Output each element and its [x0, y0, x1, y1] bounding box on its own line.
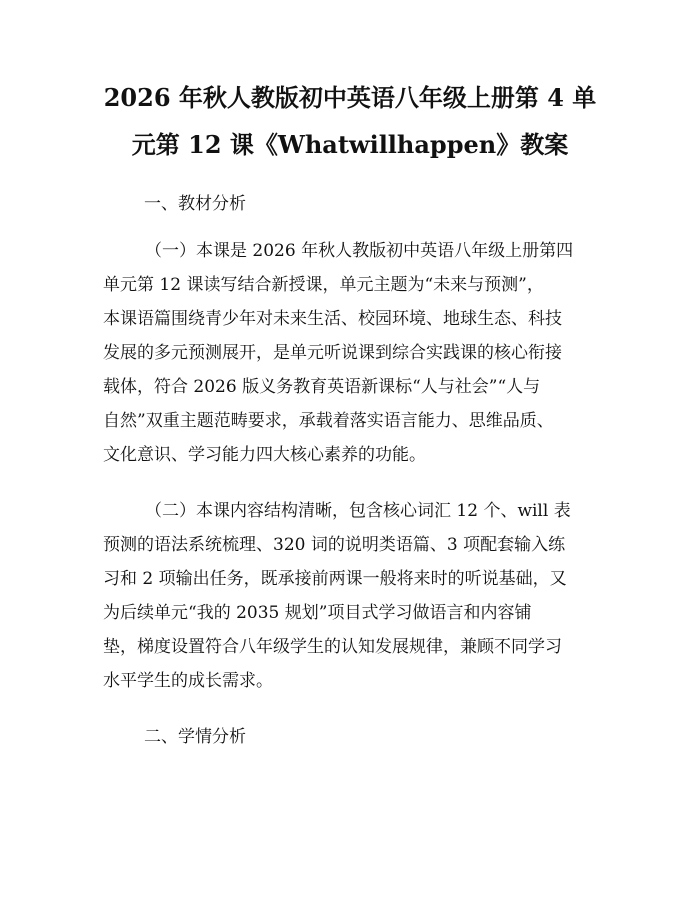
paragraph-line: 预测的语法系统梳理、320 词的说明类语篇、3 项配套输入练 [103, 535, 566, 555]
paragraph-line: 为后续单元“我的 2035 规划”项目式学习做语言和内容铺 [103, 603, 532, 623]
paragraph-line: 发展的多元预测展开，是单元听说课到综合实践课的核心衔接 [103, 343, 562, 363]
paragraph-line: 自然”双重主题范畴要求，承载着落实语言能力、思维品质、 [103, 411, 554, 431]
paragraph-line: （二）本课内容结构清晰，包含核心词汇 12 个、will 表 [145, 501, 571, 521]
paragraph-line: 水平学生的成长需求。 [103, 671, 273, 691]
section-heading-student-analysis: 二、学情分析 [144, 727, 246, 747]
paragraph-line: 文化意识、学习能力四大核心素养的功能。 [103, 445, 426, 465]
paragraph-line: 本课语篇围绕青少年对未来生活、校园环境、地球生态、科技 [103, 309, 562, 329]
paragraph-line: 习和 2 项输出任务，既承接前两课一般将来时的听说基础，又 [103, 569, 567, 589]
paragraph-line: 载体，符合 2026 版义务教育英语新课标“人与社会”“人与 [103, 377, 541, 397]
document-title-line-1: 2026 年秋人教版初中英语八年级上册第 4 单 [103, 83, 597, 112]
document-title-line-2: 元第 12 课《Whatwillhappen》教案 [131, 130, 569, 159]
paragraph-line: （一）本课是 2026 年秋人教版初中英语八年级上册第四 [145, 241, 574, 261]
section-heading-textbook-analysis: 一、教材分析 [144, 194, 246, 214]
paragraph-line: 单元第 12 课读写结合新授课，单元主题为“未来与预测”， [103, 275, 544, 295]
paragraph-line: 垫，梯度设置符合八年级学生的认知发展规律，兼顾不同学习 [103, 637, 562, 657]
